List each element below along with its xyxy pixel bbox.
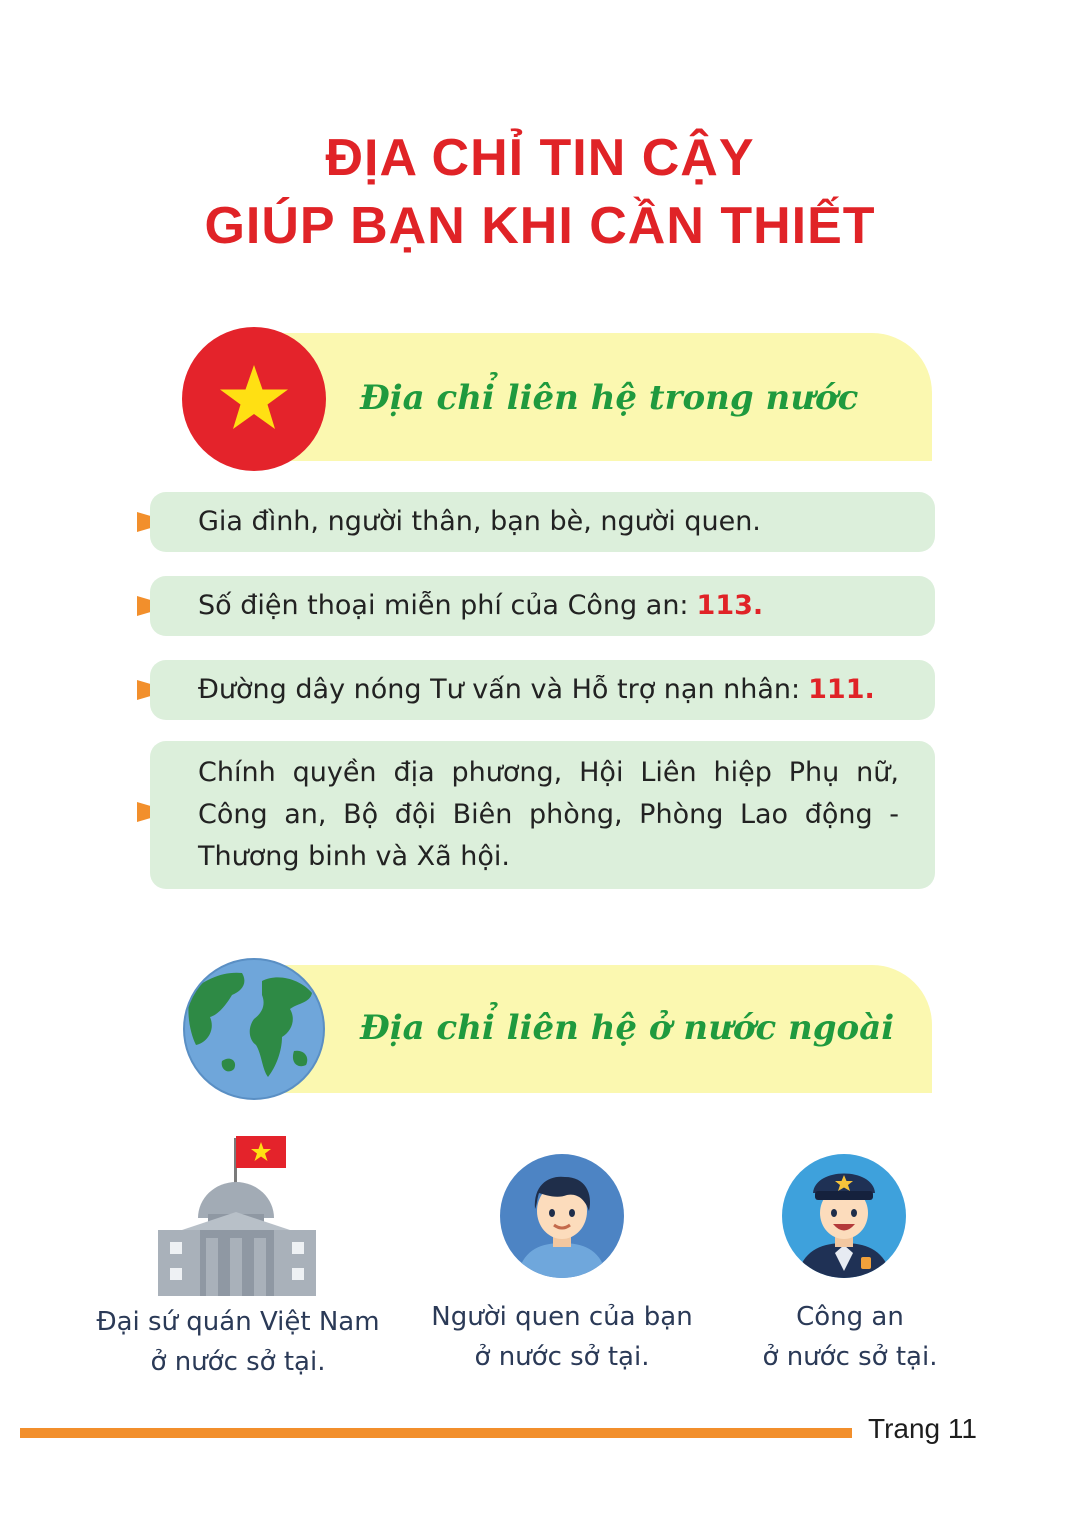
domestic-heading: Địa chỉ liên hệ trong nước: [360, 378, 859, 418]
list-item: [150, 741, 935, 889]
embassy-caption-line-2: ở nước sở tại.: [150, 1347, 326, 1377]
victim-hotline-number: 111.: [808, 674, 875, 705]
list-item-text: Số điện thoại miễn phí của Công an:: [198, 590, 689, 621]
police-hotline-number: 113.: [696, 590, 764, 621]
list-item-text: Gia đình, người thân, bạn bè, người quen.: [198, 506, 761, 537]
acquaintance-caption: [402, 1297, 722, 1377]
page-number: Trang 11: [868, 1413, 977, 1444]
page-title-line-1: ĐỊA CHỈ TIN CẬY: [325, 129, 755, 187]
police-caption-line-1: Công an: [796, 1302, 904, 1332]
globe-icon: [182, 957, 326, 1101]
embassy-caption: [78, 1302, 398, 1382]
embassy-building-icon: [150, 1130, 325, 1300]
abroad-heading: Địa chỉ liên hệ ở nước ngoài: [360, 1008, 895, 1048]
page-title-line-2: GIÚP BẠN KHI CẦN THIẾT: [204, 197, 876, 255]
police-caption-line-2: ở nước sở tại.: [762, 1342, 938, 1372]
footer-divider: [20, 1428, 852, 1438]
police-caption: [690, 1297, 1010, 1377]
list-item: [150, 492, 935, 552]
list-item-text: Chính quyền địa phương, Hội Liên hiệp Phụ nữ, Công an, Bộ đội Biên phòng, Phòng Lao động - Thương binh và Xã hội.: [198, 757, 899, 872]
list-item: [150, 576, 935, 636]
vietnam-flag-star-icon: [182, 327, 326, 471]
embassy-caption-line-1: Đại sứ quán Việt Nam: [96, 1307, 380, 1337]
list-item-text: Đường dây nóng Tư vấn và Hỗ trợ nạn nhân:: [198, 674, 801, 705]
acquaintance-person-icon: [499, 1153, 625, 1279]
acquaintance-caption-line-2: ở nước sở tại.: [474, 1342, 650, 1372]
police-officer-icon: [781, 1153, 907, 1279]
acquaintance-caption-line-1: Người quen của bạn: [431, 1302, 693, 1332]
list-item: [150, 660, 935, 720]
